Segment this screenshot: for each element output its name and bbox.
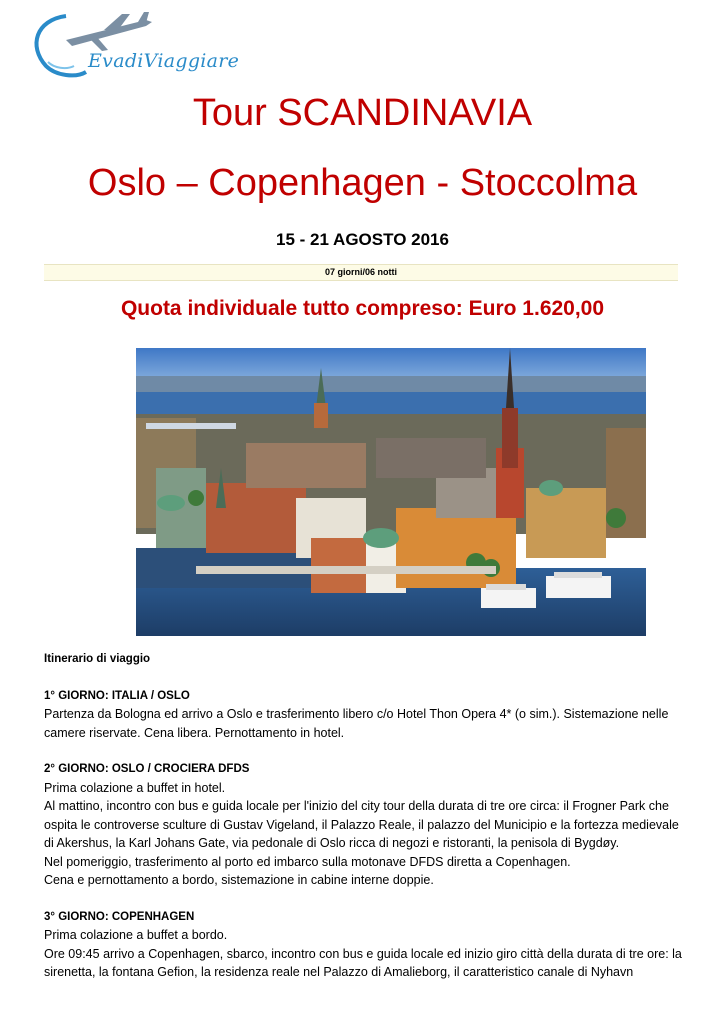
logo [26,6,240,84]
airplane-logo-icon [26,6,216,84]
day-title: 2° GIORNO: OSLO / CROCIERA DFDS [44,763,250,775]
itinerary [44,650,684,1000]
itinerary-heading: Itinerario di viaggio [44,653,151,665]
stockholm-city-photo [136,348,646,636]
title-line-1: Tour SCANDINAVIA [192,92,533,134]
duration-bar [44,264,678,281]
itinerary-day [44,760,684,890]
tour-dates: 15 - 21 AGOSTO 2016 [276,230,449,249]
title-line-2: Oslo – Copenhagen - Stoccolma [87,162,638,204]
brand-name: EvadiViaggiare [88,50,240,72]
day-text: Cena e pernottamento a bordo, sistemazione in cabine interne doppie. [44,873,434,887]
day-title: 1° GIORNO: ITALIA / OSLO [44,689,190,702]
day-text: Prima colazione a buffet a bordo. [44,928,228,942]
price-quote: Quota individuale tutto compreso: Euro 1.620,00 [120,297,605,320]
day-text: Partenza da Bologna ed arrivo a Oslo e trasferimento libero c/o Hotel Thon Opera 4* (o sim.). Sistemazione nelle camere riservate. Cena libera. Pernottamento in hotel. [44,707,669,740]
itinerary-day [44,687,684,743]
day-title: 3° GIORNO: COPENHAGEN [44,910,195,923]
day-text: Nel pomeriggio, trasferimento al porto ed imbarco sulla motonave DFDS diretta a Copenhagen. [44,854,571,869]
day-text: Ore 09:45 arrivo a Copenhagen, sbarco, incontro con bus e guida locale ed inizio giro città della durata di tre ore: la sirenetta, la fontana Gefion, la residenza reale nel Palazzo di Amalieborg, il caratteristico canale di Nyhavn [44,946,682,979]
itinerary-day [44,908,684,982]
day-text: Prima colazione a buffet in hotel. [44,780,226,795]
duration-text: 07 giorni/06 notti [324,267,397,277]
day-text: Al mattino, incontro con bus e guida locale per l'inizio del city tour della durata di tre ore circa: il Frogner Park che ospita le controverse sculture di Gustav Vigeland, il Palazzo Reale, il palazzo del Municipio e la fortezza medievale di Akershus, la Karl Johans Gate, via pedonale di Oslo ricca di negozi e ristoranti, la penisola di Bygdøy. [44,799,679,850]
